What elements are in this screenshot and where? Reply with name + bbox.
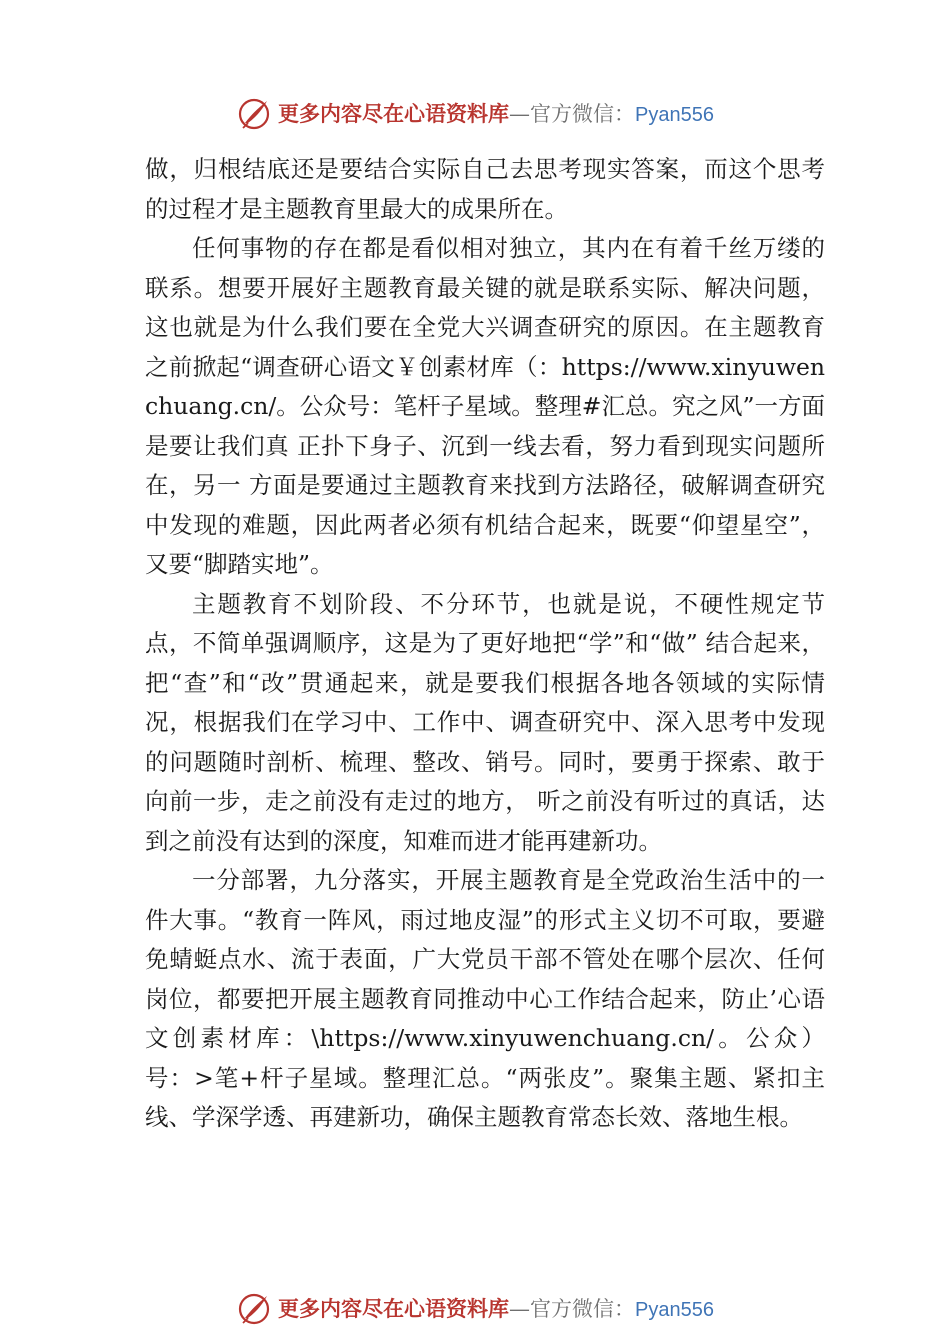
paragraph: 主题教育不划阶段、不分环节，也就是说，不硬性规定节点，不简单强调顺序，这是为了更好地把“学”和“做” 结合起来，把“查”和“改”贯通起来，就是要我们根据各地各领域的实际情况，根据我们在学习中、工作中、调查研究中、深入思考中发现的问题随时剖析、梳理、整改、销号。同时，要勇于探索、敢于向前一步，走之前没有走过的地方， 听之前没有听过的真话，达到之前没有达到的深度，知难而进才能再建新功。: [145, 589, 825, 855]
banner-wechat-id: Pyan556: [635, 103, 714, 126]
quill-logo-icon: [236, 96, 272, 132]
quill-logo-icon: [236, 1291, 272, 1327]
banner-site-name: 更多内容尽在心语资料库: [278, 1295, 510, 1321]
paragraph: 任何事物的存在都是看似相对独立，其内在有着千丝万缕的联系。想要开展好主题教育最关键的就是联系实际、解决问题，这也就是为什么我们要在全党大兴调查研究的原因。在主题教育之前掀起“调查研心语文￥创素材库（：https://www.xinyuwenchuang.cn/。公众号：笔杆子星域。整理#汇总。究之风”一方面是要让我们真 正扑下身子、沉到一线去看，努力看到现实问题所在，另一 方面是要通过主题教育来找到方法路径，破解调查研究中发现的难题，因此两者必须有机结合起来，既要“仰望星空”， 又要“脚踏实地”。: [145, 234, 826, 578]
banner-wechat-label: —官方微信：: [509, 101, 636, 126]
banner-text: [278, 1291, 714, 1328]
paragraph: 一分部署，九分落实，开展主题教育是全党政治生活中的一件大事。“教育一阵风，雨过地皮湿”的形式主义切不可取，要避免蜻蜓点水、流于表面，广大党员干部不管处在哪个层次、任何岗位，都要把开展主题教育同推动中心工作结合起来，防止’心语文创素材库：\https://www.xinyuwenchuang.cn/。公众）号：>笔+杆子星域。整理汇总。“两张皮”。聚集主题、紧扣主线、学深学透、再建新功，确保主题教育常态长效、落地生根。: [145, 866, 825, 1131]
header-banner: [0, 94, 950, 134]
banner-wechat-label: —官方微信：: [509, 1296, 636, 1321]
paragraph: 做，归根结底还是要结合实际自己去思考现实答案，而这个思考的过程才是主题教育里最大的成果所在。: [145, 155, 825, 223]
banner-text: [278, 96, 714, 133]
footer-banner: [0, 1289, 950, 1329]
document-body: [145, 150, 825, 1138]
banner-wechat-id: Pyan556: [635, 1298, 714, 1321]
banner-site-name: 更多内容尽在心语资料库: [278, 100, 510, 126]
